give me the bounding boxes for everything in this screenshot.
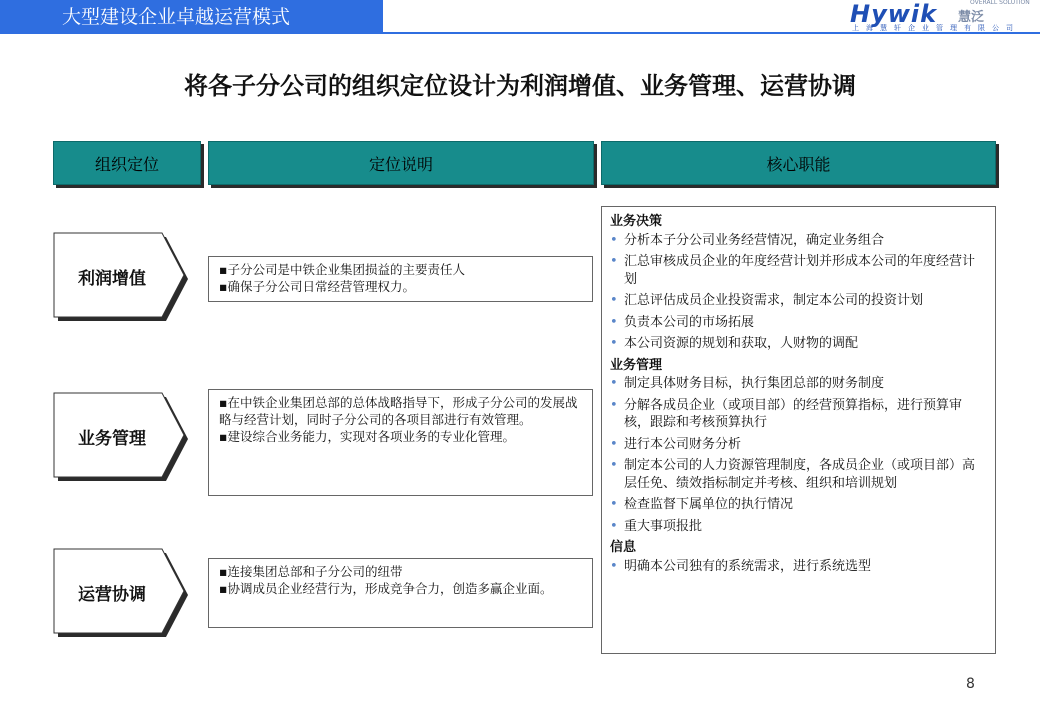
position-label-text: 运营协调 bbox=[78, 584, 146, 605]
description-box-profit bbox=[208, 256, 593, 302]
bullet-icon: • bbox=[610, 436, 618, 452]
core-item: • 分解各成员企业（或项目部）的经营预算指标，进行预算审核，跟踪和考核预算执行 bbox=[610, 397, 963, 430]
core-item: • 制定具体财务目标，执行集团总部的财务制度 bbox=[610, 376, 885, 391]
description-line: ▪子分公司是中铁企业集团损益的主要责任人 bbox=[219, 262, 465, 277]
slide-series-title: 大型建设企业卓越运营模式 bbox=[0, 0, 383, 34]
column-header-core: 核心职能 bbox=[601, 141, 996, 185]
bullet-icon: • bbox=[610, 336, 618, 351]
description-line: ▪连接集团总部和子分公司的纽带 bbox=[219, 564, 403, 579]
bullet-icon: • bbox=[610, 397, 618, 413]
company-logo bbox=[850, 2, 1036, 32]
position-label-operations bbox=[53, 548, 183, 636]
core-item: • 分析本子分公司业务经营情况，确定业务组合 bbox=[610, 232, 885, 248]
core-item: • 制定本公司的人力资源管理制度，各成员企业（或项目部）高层任免、绩效指标制定并考核、组织和培训规划 bbox=[610, 458, 976, 491]
core-item: • 本公司资源的规划和获取，人财物的调配 bbox=[610, 336, 859, 351]
logo-company-name: 上海慧轩企业管理有限公司 bbox=[852, 24, 1020, 32]
bullet-icon: • bbox=[610, 293, 618, 308]
core-item: • 检查监督下属单位的执行情况 bbox=[610, 497, 794, 512]
logo-brand: Hywik bbox=[850, 0, 938, 28]
description-box-operations bbox=[208, 558, 593, 628]
description-line: ▪建设综合业务能力，实现对各项业务的专业化管理。 bbox=[219, 429, 515, 444]
core-item: • 负责本公司的市场拓展 bbox=[610, 314, 755, 330]
description-box-business bbox=[208, 389, 593, 496]
position-label-business bbox=[53, 392, 183, 480]
bullet-icon: • bbox=[610, 458, 618, 473]
bullet-icon: • bbox=[610, 518, 618, 534]
bullet-icon: • bbox=[610, 232, 618, 248]
bullet-icon: • bbox=[610, 376, 618, 391]
description-line: ▪在中铁企业集团总部的总体战略指导下，形成子分公司的发展战略与经营计划，同时子分公司的各项目部进行有效管理。 bbox=[219, 395, 578, 427]
bullet-icon: • bbox=[610, 254, 618, 269]
description-line: ▪协调成员企业经营行为，形成竞争合力，创造多赢企业面。 bbox=[219, 581, 553, 596]
page-title: 将各子分公司的组织定位设计为利润增值、业务管理、运营协调 bbox=[184, 72, 856, 100]
position-label-profit bbox=[53, 232, 183, 320]
core-section-heading: 业务管理 bbox=[610, 357, 663, 373]
column-header-position: 组织定位 bbox=[53, 141, 201, 185]
core-section-heading: 业务决策 bbox=[610, 214, 663, 229]
logo-chinese: 慧泛 bbox=[958, 10, 985, 25]
description-line: ▪确保子分公司日常经营管理权力。 bbox=[219, 279, 415, 294]
bullet-icon: • bbox=[610, 497, 618, 512]
bullet-icon: • bbox=[610, 314, 618, 330]
position-label-text: 利润增值 bbox=[78, 268, 146, 289]
page-number: 8 bbox=[966, 676, 975, 692]
core-item: • 汇总审核成员企业的年度经营计划并形成本公司的年度经营计划 bbox=[610, 254, 976, 287]
core-item: • 进行本公司财务分析 bbox=[610, 436, 742, 452]
core-item: • 汇总评估成员企业投资需求，制定本公司的投资计划 bbox=[610, 293, 924, 308]
column-header-description: 定位说明 bbox=[208, 141, 594, 185]
bullet-icon: • bbox=[610, 558, 618, 574]
core-functions-box bbox=[601, 206, 996, 654]
position-label-text: 业务管理 bbox=[78, 428, 146, 449]
core-item: • 明确本公司独有的系统需求，进行系统选型 bbox=[610, 558, 872, 574]
core-item: • 重大事项报批 bbox=[610, 518, 703, 534]
core-section-heading: 信息 bbox=[610, 540, 637, 555]
top-bar bbox=[0, 0, 1040, 38]
logo-english: OVERALL SOLUTION bbox=[970, 0, 1030, 6]
